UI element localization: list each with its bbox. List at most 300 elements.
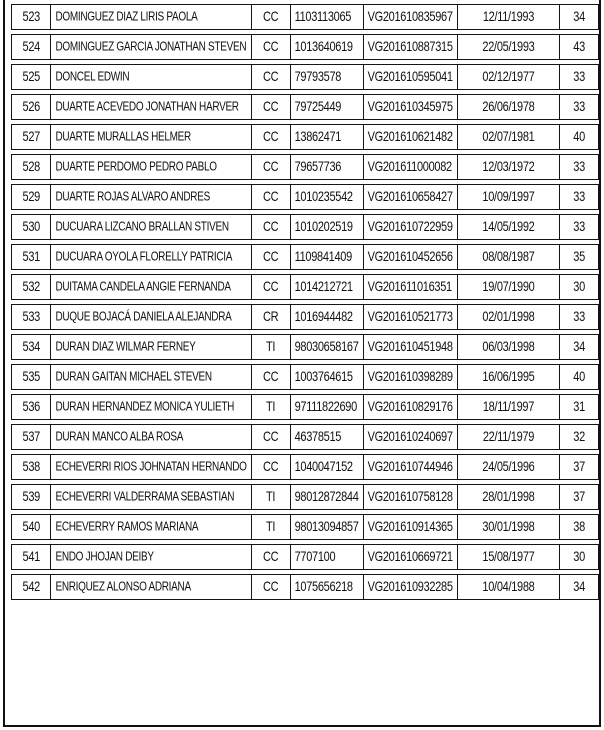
row-number-text: 542 <box>22 579 40 595</box>
registration-code-cell-text: VG201610595041 <box>367 69 453 85</box>
full-name-cell-text: DURAN HERNANDEZ MONICA YULIETH <box>55 400 235 414</box>
document-type-cell-text: CC <box>262 129 279 145</box>
id-number-cell <box>291 424 364 450</box>
age-cell-text: 34 <box>573 9 585 25</box>
id-number-cell-text: 79725449 <box>294 99 342 115</box>
age-cell-text: 33 <box>573 219 585 235</box>
id-number-cell <box>291 484 364 510</box>
age-cell-text: 31 <box>573 399 585 415</box>
registration-code-cell-text: VG201611016351 <box>367 279 452 295</box>
row-number-text: 539 <box>22 489 40 505</box>
row-number <box>11 544 51 570</box>
row-number-text: 528 <box>22 159 40 175</box>
registration-code-cell-text: VG201610932285 <box>367 579 453 595</box>
full-name-cell <box>51 484 251 510</box>
document-type-cell-text: CC <box>262 9 279 25</box>
full-name-cell <box>51 64 251 90</box>
document-type-cell <box>252 64 291 90</box>
document-type-cell-text: CC <box>262 219 279 235</box>
registration-code-cell-text: VG201610621482 <box>367 129 453 145</box>
age-cell-text: 38 <box>573 519 585 535</box>
registration-code-cell <box>364 304 458 330</box>
document-type-cell-text: CR <box>262 309 279 325</box>
id-number-cell-text: 7707100 <box>294 549 336 565</box>
registration-code-cell-text: VG201610452656 <box>367 249 453 265</box>
table-row <box>11 454 599 480</box>
full-name-cell-text: DOMINGUEZ GARCIA JONATHAN STEVEN <box>55 40 247 54</box>
full-name-cell <box>51 4 251 30</box>
full-name-cell <box>51 154 251 180</box>
document-type-cell-text: CC <box>262 579 279 595</box>
age-cell-text: 40 <box>573 129 585 145</box>
row-number-text: 537 <box>22 429 40 445</box>
age-cell-text: 35 <box>573 249 585 265</box>
birth-date-cell-text: 22/11/1979 <box>482 429 535 445</box>
full-name-cell <box>51 544 251 570</box>
full-name-cell <box>51 124 251 150</box>
full-name-cell-text: DUITAMA CANDELA ANGIE FERNANDA <box>55 280 231 294</box>
table-row <box>11 184 599 210</box>
full-name-cell <box>51 214 251 240</box>
age-cell <box>560 274 599 300</box>
row-number-text: 525 <box>22 69 40 85</box>
birth-date-cell-text: 28/01/1998 <box>482 489 535 505</box>
full-name-cell-text: DUCUARA OYOLA FLORELLY PATRICIA <box>55 250 233 264</box>
birth-date-cell-text: 10/04/1988 <box>482 579 535 595</box>
row-number <box>11 124 51 150</box>
age-cell <box>560 184 599 210</box>
document-type-cell <box>252 184 291 210</box>
registration-code-cell-text: VG201610722959 <box>367 219 453 235</box>
row-number <box>11 574 51 600</box>
registration-code-cell <box>364 4 458 30</box>
id-number-cell <box>291 454 364 480</box>
birth-date-cell <box>458 484 561 510</box>
row-number-text: 536 <box>22 399 40 415</box>
row-number <box>11 394 51 420</box>
table-row <box>11 94 599 120</box>
id-number-cell-text: 46378515 <box>294 429 342 445</box>
birth-date-cell <box>458 394 561 420</box>
registration-code-cell <box>364 34 458 60</box>
row-number <box>11 514 51 540</box>
full-name-cell-text: DUARTE ACEVEDO JONATHAN HARVER <box>55 100 239 114</box>
row-number <box>11 154 51 180</box>
document-type-cell <box>252 364 291 390</box>
document-type-cell <box>252 154 291 180</box>
row-number <box>11 244 51 270</box>
document-type-cell-text: CC <box>262 39 279 55</box>
full-name-cell <box>51 244 251 270</box>
id-number-cell-text: 79657736 <box>294 159 342 175</box>
id-number-cell <box>291 334 364 360</box>
age-cell-text: 32 <box>573 429 585 445</box>
birth-date-cell-text: 30/01/1998 <box>482 519 535 535</box>
document-type-cell <box>252 424 291 450</box>
row-number <box>11 4 51 30</box>
registration-code-cell <box>364 364 458 390</box>
registration-code-cell-text: VG201610669721 <box>367 549 453 565</box>
full-name-cell <box>51 34 251 60</box>
registration-code-cell-text: VG201610345975 <box>367 99 453 115</box>
registration-code-cell <box>364 424 458 450</box>
registration-code-cell <box>364 574 458 600</box>
id-number-cell <box>291 94 364 120</box>
document-type-cell-text: CC <box>262 189 279 205</box>
row-number-text: 541 <box>22 549 40 565</box>
age-cell-text: 37 <box>573 489 585 505</box>
age-cell <box>560 124 599 150</box>
document-type-cell <box>252 304 291 330</box>
registration-code-cell <box>364 154 458 180</box>
row-number <box>11 364 51 390</box>
document-type-cell <box>252 484 291 510</box>
age-cell <box>560 334 599 360</box>
full-name-cell-text: ENDO JHOJAN DEIBY <box>55 550 154 564</box>
age-cell-text: 40 <box>573 369 585 385</box>
age-cell <box>560 214 599 240</box>
birth-date-cell <box>458 34 561 60</box>
age-cell <box>560 304 599 330</box>
registration-code-cell-text: VG201610744946 <box>367 459 453 475</box>
birth-date-cell-text: 15/08/1977 <box>482 549 535 565</box>
row-number-text: 535 <box>22 369 40 385</box>
birth-date-cell <box>458 214 561 240</box>
document-type-cell-text: TI <box>266 519 276 535</box>
document-type-cell-text: CC <box>262 429 279 445</box>
document-type-cell-text: CC <box>262 549 279 565</box>
registration-code-cell-text: VG201610914365 <box>367 519 453 535</box>
table-row <box>11 574 599 600</box>
row-number-text: 523 <box>22 9 40 25</box>
registration-code-cell-text: VG201611000082 <box>367 159 452 175</box>
registration-code-cell <box>364 394 458 420</box>
table-row <box>11 214 599 240</box>
birth-date-cell <box>458 154 561 180</box>
full-name-cell <box>51 304 251 330</box>
full-name-cell-text: DOMINGUEZ DIAZ LIRIS PAOLA <box>55 10 198 24</box>
birth-date-cell <box>458 454 561 480</box>
document-type-cell <box>252 544 291 570</box>
id-number-cell-text: 98012872844 <box>294 489 359 505</box>
age-cell-text: 37 <box>573 459 585 475</box>
registration-code-cell <box>364 124 458 150</box>
registration-code-cell-text: VG201610521773 <box>367 309 453 325</box>
id-number-cell <box>291 304 364 330</box>
document-type-cell <box>252 394 291 420</box>
full-name-cell <box>51 364 251 390</box>
id-number-cell <box>291 154 364 180</box>
age-cell <box>560 454 599 480</box>
full-name-cell-text: DURAN GAITAN MICHAEL STEVEN <box>55 370 212 384</box>
full-name-cell-text: DUARTE ROJAS ALVARO ANDRES <box>55 190 210 204</box>
registry-table <box>11 0 599 604</box>
registration-code-cell <box>364 334 458 360</box>
row-number-text: 532 <box>22 279 40 295</box>
id-number-cell-text: 98013094857 <box>294 519 359 535</box>
birth-date-cell-text: 24/05/1996 <box>482 459 535 475</box>
birth-date-cell <box>458 4 561 30</box>
document-type-cell <box>252 334 291 360</box>
full-name-cell <box>51 514 251 540</box>
table-row <box>11 544 599 570</box>
row-number-text: 531 <box>22 249 40 265</box>
age-cell <box>560 424 599 450</box>
age-cell <box>560 4 599 30</box>
full-name-cell <box>51 274 251 300</box>
registration-code-cell-text: VG201610398289 <box>367 369 453 385</box>
id-number-cell <box>291 244 364 270</box>
table-row <box>11 424 599 450</box>
birth-date-cell <box>458 304 561 330</box>
age-cell-text: 33 <box>573 189 585 205</box>
birth-date-cell <box>458 364 561 390</box>
full-name-cell-text: ENRIQUEZ ALONSO ADRIANA <box>55 580 191 594</box>
registration-code-cell-text: VG201610829176 <box>367 399 453 415</box>
row-number <box>11 484 51 510</box>
row-number-text: 529 <box>22 189 40 205</box>
id-number-cell <box>291 274 364 300</box>
birth-date-cell <box>458 184 561 210</box>
full-name-cell-text: DUCUARA LIZCANO BRALLAN STIVEN <box>55 220 229 234</box>
document-type-cell-text: CC <box>262 369 279 385</box>
id-number-cell-text: 1103113065 <box>294 9 352 25</box>
row-number-text: 540 <box>22 519 40 535</box>
birth-date-cell <box>458 574 561 600</box>
registration-code-cell-text: VG201610240697 <box>367 429 453 445</box>
row-number-text: 526 <box>22 99 40 115</box>
birth-date-cell-text: 06/03/1998 <box>482 339 535 355</box>
row-number <box>11 34 51 60</box>
full-name-cell <box>51 184 251 210</box>
id-number-cell <box>291 544 364 570</box>
birth-date-cell <box>458 274 561 300</box>
birth-date-cell <box>458 334 561 360</box>
table-row <box>11 274 599 300</box>
document-type-cell-text: CC <box>262 99 279 115</box>
age-cell-text: 33 <box>573 159 585 175</box>
birth-date-cell-text: 02/01/1998 <box>482 309 535 325</box>
id-number-cell-text: 13862471 <box>294 129 342 145</box>
age-cell <box>560 244 599 270</box>
row-number <box>11 334 51 360</box>
id-number-cell <box>291 184 364 210</box>
age-cell <box>560 394 599 420</box>
row-number <box>11 424 51 450</box>
id-number-cell-text: 79793578 <box>294 69 342 85</box>
birth-date-cell-text: 18/11/1997 <box>482 399 535 415</box>
table-row <box>11 394 599 420</box>
row-number <box>11 64 51 90</box>
registration-code-cell-text: VG201610835967 <box>367 9 453 25</box>
document-type-cell <box>252 124 291 150</box>
id-number-cell-text: 1003764615 <box>294 369 353 385</box>
id-number-cell-text: 1010235542 <box>294 189 353 205</box>
row-number <box>11 274 51 300</box>
id-number-cell <box>291 64 364 90</box>
table-row <box>11 304 599 330</box>
id-number-cell-text: 1075656218 <box>294 579 353 595</box>
age-cell <box>560 574 599 600</box>
age-cell <box>560 364 599 390</box>
id-number-cell <box>291 34 364 60</box>
document-type-cell <box>252 214 291 240</box>
full-name-cell <box>51 454 251 480</box>
document-type-cell-text: TI <box>266 399 276 415</box>
table-row <box>11 124 599 150</box>
full-name-cell <box>51 94 251 120</box>
registration-code-cell <box>364 184 458 210</box>
row-number-text: 530 <box>22 219 40 235</box>
id-number-cell <box>291 514 364 540</box>
document-type-cell <box>252 454 291 480</box>
birth-date-cell-text: 16/06/1995 <box>482 369 535 385</box>
row-number <box>11 454 51 480</box>
birth-date-cell-text: 10/09/1997 <box>482 189 535 205</box>
document-type-cell-text: CC <box>262 69 279 85</box>
table-row <box>11 4 599 30</box>
table-row <box>11 364 599 390</box>
birth-date-cell-text: 14/05/1992 <box>482 219 535 235</box>
birth-date-cell <box>458 64 561 90</box>
document-type-cell-text: CC <box>262 459 279 475</box>
id-number-cell <box>291 4 364 30</box>
full-name-cell-text: DUQUE BOJACÁ DANIELA ALEJANDRA <box>55 310 232 324</box>
full-name-cell-text: ECHEVERRY RAMOS MARIANA <box>55 520 199 534</box>
id-number-cell-text: 1016944482 <box>294 309 353 325</box>
table-row <box>11 244 599 270</box>
full-name-cell-text: DURAN DIAZ WILMAR FERNEY <box>55 340 196 354</box>
id-number-cell-text: 1109841409 <box>294 249 352 265</box>
row-number <box>11 214 51 240</box>
age-cell-text: 30 <box>573 549 585 565</box>
document-type-cell-text: CC <box>262 249 279 265</box>
birth-date-cell-text: 19/07/1990 <box>482 279 535 295</box>
document-type-cell <box>252 574 291 600</box>
age-cell-text: 30 <box>573 279 585 295</box>
age-cell-text: 33 <box>573 69 585 85</box>
registration-code-cell <box>364 94 458 120</box>
row-number-text: 538 <box>22 459 40 475</box>
birth-date-cell-text: 12/03/1972 <box>482 159 535 175</box>
row-number-text: 527 <box>22 129 40 145</box>
registration-code-cell <box>364 454 458 480</box>
id-number-cell <box>291 364 364 390</box>
table-row <box>11 154 599 180</box>
age-cell <box>560 514 599 540</box>
full-name-cell <box>51 424 251 450</box>
full-name-cell-text: DURAN MANCO ALBA ROSA <box>55 430 184 444</box>
registration-code-cell-text: VG201610451948 <box>367 339 453 355</box>
age-cell <box>560 64 599 90</box>
birth-date-cell-text: 02/07/1981 <box>482 129 535 145</box>
age-cell <box>560 34 599 60</box>
age-cell <box>560 544 599 570</box>
id-number-cell <box>291 574 364 600</box>
age-cell <box>560 154 599 180</box>
full-name-cell-text: DUARTE MURALLAS HELMER <box>55 130 191 144</box>
table-row <box>11 484 599 510</box>
age-cell-text: 43 <box>573 39 585 55</box>
full-name-cell-text: DONCEL EDWIN <box>55 70 130 84</box>
row-number-text: 534 <box>22 339 40 355</box>
id-number-cell-text: 1040047152 <box>294 459 353 475</box>
id-number-cell-text: 1013640619 <box>294 39 353 55</box>
id-number-cell-text: 1010202519 <box>294 219 353 235</box>
row-number <box>11 184 51 210</box>
document-type-cell <box>252 244 291 270</box>
full-name-cell-text: ECHEVERRI VALDERRAMA SEBASTIAN <box>55 490 235 504</box>
full-name-cell <box>51 394 251 420</box>
document-type-cell-text: CC <box>262 279 279 295</box>
table-row <box>11 514 599 540</box>
registration-code-cell <box>364 514 458 540</box>
document-type-cell <box>252 514 291 540</box>
birth-date-cell <box>458 424 561 450</box>
birth-date-cell-text: 26/06/1978 <box>482 99 535 115</box>
birth-date-cell-text: 12/11/1993 <box>482 9 535 25</box>
id-number-cell <box>291 124 364 150</box>
id-number-cell-text: 97111822690 <box>294 399 357 415</box>
birth-date-cell <box>458 244 561 270</box>
document-page <box>3 0 601 727</box>
birth-date-cell <box>458 94 561 120</box>
birth-date-cell-text: 22/05/1993 <box>482 39 535 55</box>
age-cell-text: 34 <box>573 339 585 355</box>
row-number <box>11 94 51 120</box>
registration-code-cell <box>364 484 458 510</box>
id-number-cell <box>291 214 364 240</box>
document-type-cell-text: TI <box>266 489 276 505</box>
row-number-text: 533 <box>22 309 40 325</box>
registration-code-cell-text: VG201610658427 <box>367 189 453 205</box>
registration-code-cell <box>364 214 458 240</box>
registration-code-cell-text: VG201610887315 <box>367 39 453 55</box>
id-number-cell-text: 98030658167 <box>294 339 359 355</box>
document-type-cell <box>252 274 291 300</box>
table-row <box>11 64 599 90</box>
registration-code-cell-text: VG201610758128 <box>367 489 453 505</box>
birth-date-cell-text: 02/12/1977 <box>482 69 535 85</box>
document-type-cell <box>252 4 291 30</box>
document-type-cell <box>252 34 291 60</box>
registration-code-cell <box>364 274 458 300</box>
full-name-cell <box>51 334 251 360</box>
document-type-cell-text: CC <box>262 159 279 175</box>
age-cell-text: 33 <box>573 99 585 115</box>
document-type-cell <box>252 94 291 120</box>
age-cell <box>560 484 599 510</box>
id-number-cell <box>291 394 364 420</box>
full-name-cell-text: ECHEVERRI RIOS JOHNATAN HERNANDO <box>55 460 247 474</box>
id-number-cell-text: 1014212721 <box>294 279 353 295</box>
document-type-cell-text: TI <box>266 339 276 355</box>
table-row <box>11 334 599 360</box>
age-cell-text: 33 <box>573 309 585 325</box>
registration-code-cell <box>364 244 458 270</box>
row-number <box>11 304 51 330</box>
table-row <box>11 34 599 60</box>
birth-date-cell <box>458 124 561 150</box>
registration-code-cell <box>364 544 458 570</box>
age-cell-text: 34 <box>573 579 585 595</box>
age-cell <box>560 94 599 120</box>
birth-date-cell-text: 08/08/1987 <box>482 249 535 265</box>
row-number-text: 524 <box>22 39 40 55</box>
full-name-cell-text: DUARTE PERDOMO PEDRO PABLO <box>55 160 217 174</box>
registry-table-body <box>11 4 599 600</box>
registration-code-cell <box>364 64 458 90</box>
